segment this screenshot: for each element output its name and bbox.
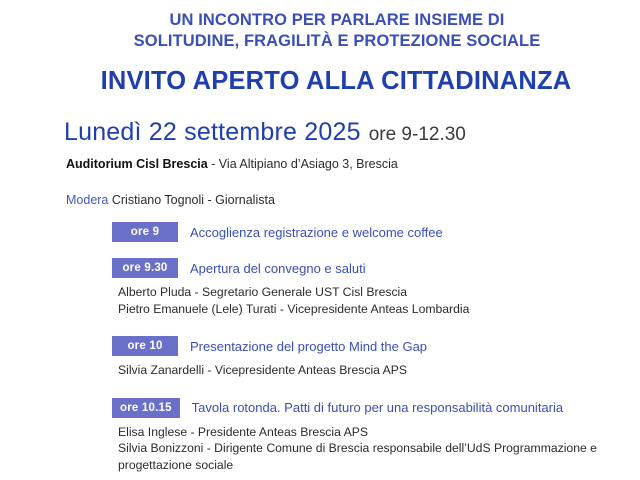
agenda-title: Tavola rotonda. Patti di futuro per una responsabilità comunitaria	[191, 400, 564, 416]
status-badge: ore 9	[112, 222, 178, 242]
list-item	[56, 257, 612, 317]
agenda-title: Accoglienza registrazione e welcome coffee	[190, 224, 443, 240]
agenda-list	[56, 221, 612, 473]
agenda-row	[56, 397, 612, 419]
list-item	[56, 221, 612, 243]
kicker-line-2: SOLITUDINE, FRAGILITÀ E PROTEZIONE SOCIALE	[133, 31, 541, 50]
event-moderator	[66, 193, 612, 207]
agenda-title: Presentazione del progetto Mind the Gap	[190, 338, 428, 354]
event-date: Lunedì 22 settembre 2025	[64, 118, 361, 147]
speaker-line: Pietro Emanuele (Lele) Turati - Vicepresidente Anteas Lombardia	[118, 301, 470, 316]
agenda-title: Apertura del convegno e saluti	[190, 260, 366, 276]
status-badge: ore 10	[112, 336, 178, 356]
status-badge: ore 10.15	[112, 398, 180, 418]
speaker-line: Elisa Inglese - Presidente Anteas Brescia APS	[118, 424, 368, 439]
speaker-line: Silvia Zanardelli - Vicepresidente Anteas Brescia APS	[118, 363, 408, 378]
event-time: ore 9-12.30	[368, 124, 466, 146]
moderator-name: Cristiano Tognoli - Giornalista	[108, 193, 275, 208]
event-kicker	[56, 10, 612, 51]
agenda-speakers	[118, 424, 612, 473]
event-dateline	[64, 118, 612, 147]
list-item	[56, 335, 612, 378]
speaker-line: Alberto Pluda - Segretario Generale UST Cisl Brescia	[118, 285, 408, 300]
agenda-speakers	[118, 362, 612, 378]
kicker-line-1: UN INCONTRO PER PARLARE INSIEME DI	[169, 11, 505, 29]
list-item	[56, 397, 612, 473]
speaker-line: Silvia Bonizzoni - Dirigente Comune di Brescia responsabile dell’UdS Programmazione e progettazione sociale	[118, 441, 597, 472]
status-badge: ore 9.30	[112, 258, 178, 278]
page-title: INVITO APERTO ALLA CITTADINANZA	[100, 67, 572, 96]
event-venue	[66, 157, 612, 171]
agenda-speakers	[118, 284, 612, 317]
agenda-row	[56, 335, 612, 357]
moderator-label: Modera	[66, 193, 109, 208]
agenda-row	[56, 257, 612, 279]
venue-name: Auditorium Cisl Brescia	[66, 157, 208, 172]
agenda-row	[56, 221, 612, 243]
page-bottom-edge	[0, 476, 640, 480]
venue-address: - Via Altipiano d’Asiago 3, Brescia	[207, 157, 398, 172]
